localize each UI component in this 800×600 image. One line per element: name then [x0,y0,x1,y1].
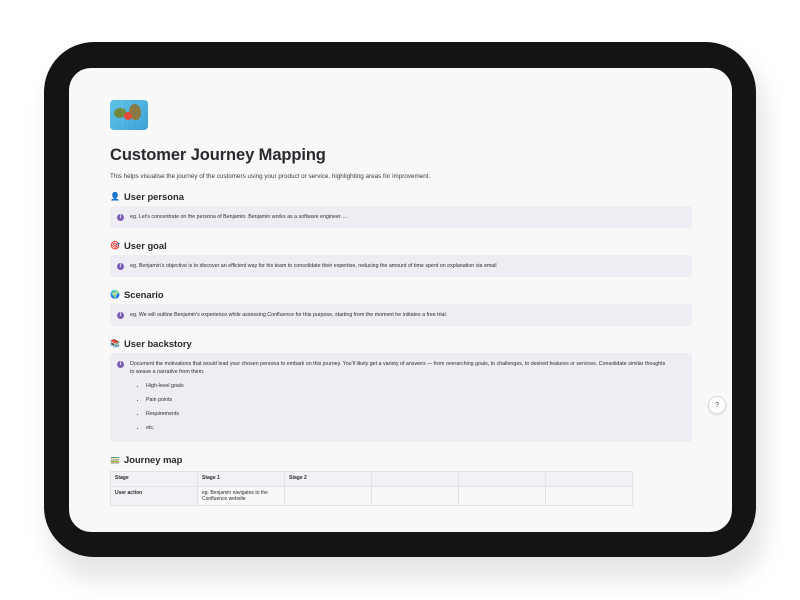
table-cell[interactable]: eg. Benjamin navigates to the Confluence website [198,487,285,506]
section-title: User backstory [124,338,192,349]
panel-text: eg. Let's concentrate on the persona of Benjamin. Benjamin works as a software engineer…. [130,214,348,220]
page-title: Customer Journey Mapping [110,146,326,164]
tablet-screen [69,68,732,532]
panel-text: eg. Benjamin's objective is to discover an efficient way for his team to consolidate their expertise, reducing the amount of time spent on explanation via email [130,263,497,269]
table-cell[interactable]: User action [111,487,198,506]
list-item: • High-level goals [146,382,684,390]
section-heading-user-goal [110,240,692,251]
world-map-icon[interactable] [110,100,148,130]
page-content [110,100,692,506]
table-header-cell[interactable] [546,472,633,487]
list-item: • etc. [146,424,684,432]
section-title: User persona [124,191,184,202]
table-header-cell[interactable]: Stage [111,472,198,487]
table-row [111,487,633,506]
journey-map-table [110,471,633,506]
section-title: Journey map [124,454,183,465]
help-button[interactable]: ? [708,396,726,414]
info-panel-scenario[interactable] [110,304,692,326]
section-title: Scenario [124,289,164,300]
panel-text: Document the motivations that would lead your chosen persona to embark on this journey. You'll likely get a variety of answers — from overarching goals, to challenges, to desired features or services. Consolidate similar thoughts to weave a narrative from them. [130,361,666,375]
railway-car-icon: 🚃 [110,454,120,464]
direct-hit-icon: 🎯 [110,240,120,250]
table-header-cell[interactable]: Stage 1 [198,472,285,487]
table-cell[interactable] [459,487,546,506]
books-icon: 📚 [110,338,120,348]
info-panel-goal[interactable] [110,255,692,277]
table-cell[interactable] [285,487,372,506]
globe-icon: 🌍 [110,289,120,299]
info-icon: i [117,312,124,319]
table-cell[interactable] [546,487,633,506]
table-header-cell[interactable] [459,472,546,487]
info-icon: i [117,214,124,221]
panel-text: eg. We will outline Benjamin's experience while assessing Confluence for this purpose, starting from the moment he initiates a free trial. [130,312,448,318]
table-header-cell[interactable] [372,472,459,487]
section-heading-journey-map [110,454,692,465]
section-heading-user-backstory [110,338,692,349]
table-header-cell[interactable]: Stage 2 [285,472,372,487]
page-description: This helps visualise the journey of the customers using your product or service, highlighting areas for improvement. [110,173,431,180]
table-cell[interactable] [372,487,459,506]
bust-silhouette-icon: 👤 [110,191,120,201]
section-heading-user-persona [110,191,692,202]
bullet-list [130,382,684,432]
list-item: • Pain points [146,396,684,404]
info-icon: i [117,263,124,270]
info-panel-persona[interactable] [110,206,692,228]
section-title: User goal [124,240,167,251]
section-heading-scenario [110,289,692,300]
table-header-row [111,472,633,487]
info-icon: i [117,361,124,368]
list-item: • Requirements [146,410,684,418]
info-panel-backstory[interactable] [110,353,692,442]
panel-body [130,360,684,438]
